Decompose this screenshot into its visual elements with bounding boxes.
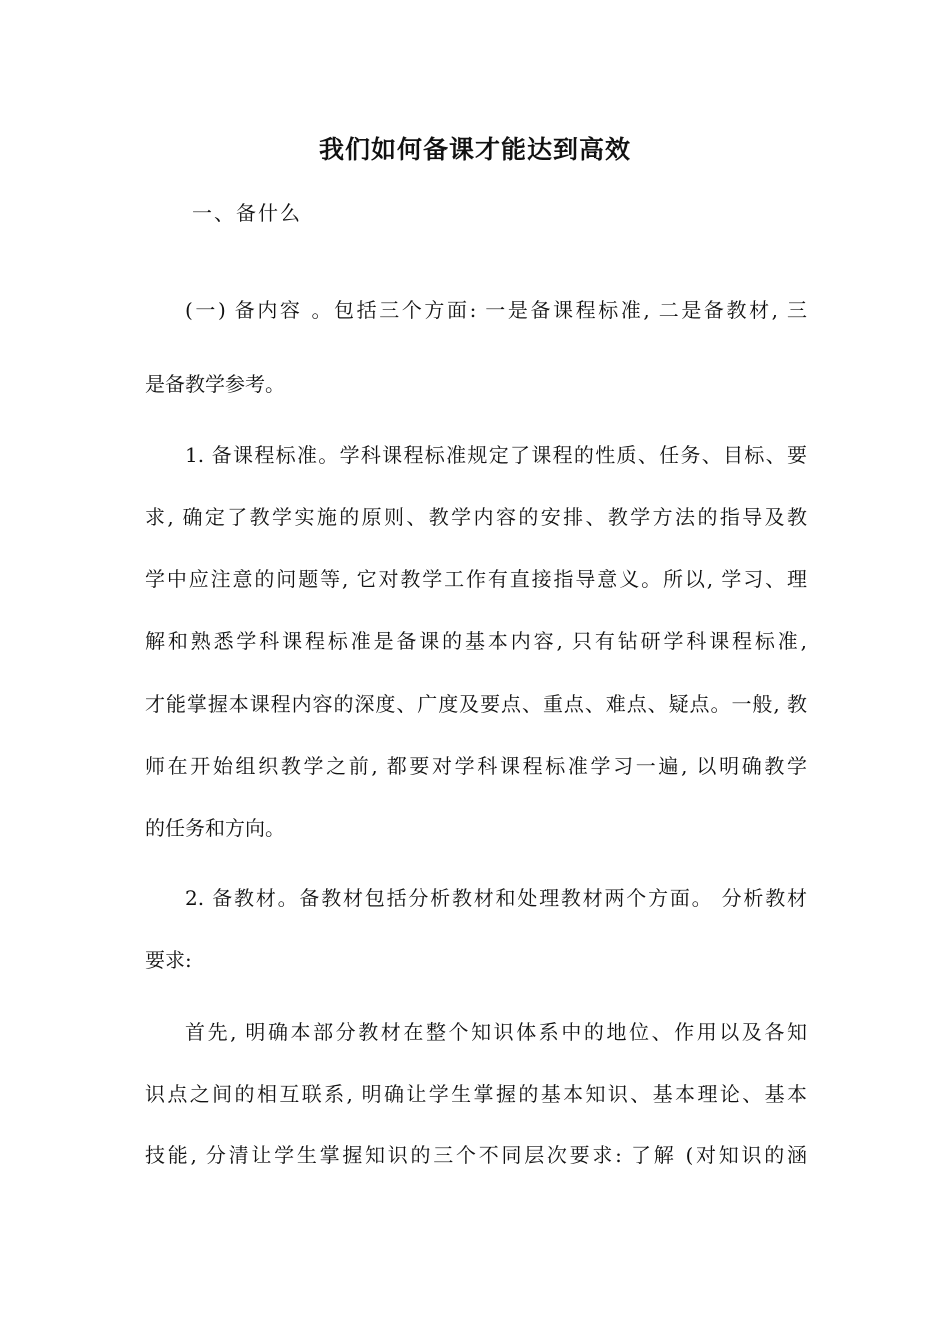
paragraph-line: 1. 备课程标准。学科课程标准规定了课程的性质、任务、目标、要 <box>185 443 807 467</box>
paragraph-line: 2. 备教材。备教材包括分析教材和处理教材两个方面。 分析教材 <box>185 886 807 910</box>
paragraph-line: 解和熟悉学科课程标准是备课的基本内容, 只有钻研学科课程标准, <box>145 629 807 653</box>
paragraph-line: 学中应注意的问题等, 它对教学工作有直接指导意义。所以, 学习、理 <box>145 567 807 591</box>
paragraph-line: 师在开始组织教学之前, 都要对学科课程标准学习一遍, 以明确教学 <box>145 754 807 778</box>
paragraph-line: 才能掌握本课程内容的深度、广度及要点、重点、难点、疑点。一般, 教 <box>145 692 807 716</box>
paragraph-line: 识点之间的相互联系, 明确让学生掌握的基本知识、基本理论、基本 <box>145 1082 807 1106</box>
paragraph-line: 求, 确定了教学实施的原则、教学内容的安排、教学方法的指导及教 <box>145 505 807 529</box>
paragraph-line: 首先, 明确本部分教材在整个知识体系中的地位、作用以及各知 <box>185 1020 807 1044</box>
paragraph-line: 是备教学参考。 <box>145 372 285 396</box>
document-title: 我们如何备课才能达到高效 <box>318 135 631 164</box>
paragraph-line: 技能, 分清让学生掌握知识的三个不同层次要求: 了解 (对知识的涵 <box>145 1143 807 1167</box>
paragraph-line: 要求: <box>145 948 192 972</box>
section-heading: 一、备什么 <box>192 201 302 225</box>
paragraph-line: (一) 备内容 。包括三个方面: 一是备课程标准, 二是备教材, 三 <box>185 298 807 322</box>
paragraph-line: 的任务和方向。 <box>145 816 285 840</box>
